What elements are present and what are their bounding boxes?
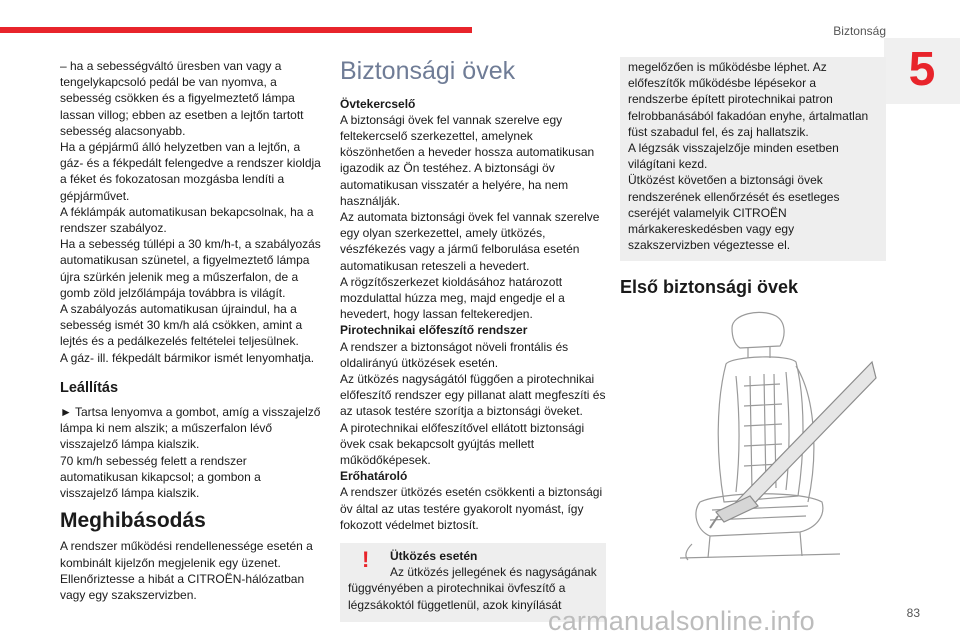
paragraph: Ha a gépjármű álló helyzetben van a lejtőn, a gáz- és a fékpedált felengedve a rendszer kioldja a féket és fokozatosan mozgásba lendíti a gépjárművet. [60, 140, 321, 203]
subheading-erohatarolo: Erőhatároló [340, 469, 408, 484]
seat-belt-illustration-icon [640, 306, 880, 566]
paragraph: A rendszer a biztonságot növeli frontális és oldalirányú ütközések esetén. [340, 339, 569, 370]
paragraph: Az ütközés nagyságától függően a pirotechnikai előfeszítő rendszer egy pillanat alatt megfeszíti és az utasok testére szorítja a biztonsági öveket. [340, 371, 606, 419]
heading-leallitas: Leállítás [60, 379, 119, 396]
chapter-number: 5 [908, 43, 936, 96]
paragraph: A féklámpák automatikusan bekapcsolnak, ha a rendszer szabályoz. [60, 204, 314, 236]
paragraph: – ha a sebességváltó üresben van vagy a tengelykapcsoló pedál be van nyomva, a sebesség csökken és a figyelmeztető lámpa lassan villog; ebben az esetben a lejtőn tartott sebesség alacsonyabb. [60, 59, 304, 138]
page-title: Biztonsági övek [340, 57, 516, 85]
watermark: carmanualsonline.info [548, 606, 815, 636]
chapter-tab [884, 38, 960, 104]
paragraph: Ha a sebesség túllépi a 30 km/h-t, a szabályozás automatikusan szünetel, a figyelmeztető lámpa újra szürkén jelenik meg a műszerfalon, de a gomb zöld jelzőlámpája továbbra is világít. [60, 237, 321, 300]
column-right [620, 58, 886, 570]
section-title: Biztonság [833, 24, 886, 38]
column-left [60, 58, 322, 603]
paragraph: A rendszer működési rendellenessége esetén a kombinált kijelzőn megjelenik egy üzenet. [60, 539, 313, 570]
paragraph: Ütközést követően a biztonsági övek rendszerének ellenőrzését és esetleges cseréjét valamelyik CITROËN márkakereskedésben vagy egy szakszervizben végeztesse el. [628, 173, 840, 253]
column-middle [340, 58, 606, 622]
heading-front-seatbelts: Első biztonsági övek [620, 277, 799, 298]
paragraph: ► Tartsa lenyomva a gombot, amíg a visszajelző lámpa ki nem alszik; a műszerfalon lévő visszajelző lámpa kialszik. [60, 405, 321, 452]
paragraph: A szabályozás automatikusan újraindul, ha a sebesség ismét 30 km/h alá csökken, amint a lejtés és a pedálkezelés feltételei teljesülnek. [60, 302, 303, 349]
paragraph: A légzsák visszajelzője minden esetben világítani kezd. [628, 141, 839, 172]
warning-exclamation-icon: ! [362, 546, 370, 572]
paragraph: Az automata biztonsági övek fel vannak szerelve egy olyan szerkezettel, amely ütközés, vészfékezés vagy a jármű felborulása esetén automatikusan reteszeli a hevedert. [340, 209, 600, 273]
heading-meghibasodas: Meghibásodás [60, 509, 206, 533]
paragraph: A pirotechnikai előfeszítővel ellátott biztonsági övek csak bekapcsolt gyújtás mellett működőképesek. [340, 420, 585, 467]
warning-box-continued [620, 57, 886, 261]
paragraph: megelőzően is működésbe léphet. Az előfeszítők működésbe lépésekor a rendszerbe épített pirotechnikai patron felrobbanásából fakadóan enyhe, ártalmatlan füst szabadul fel, és zaj hallatszik. [628, 60, 869, 139]
warning-text-rest: függvényében a pirotechnikai övfeszítő a légzsákoktól függetlenül, azok kinyílását [348, 581, 566, 612]
paragraph: A gáz- ill. fékpedált bármikor ismét lenyomhatja. [60, 350, 315, 365]
warning-title: Ütközés esetén [390, 548, 478, 563]
paragraph: A biztonsági övek fel vannak szerelve egy feltekercselő szerkezettel, amelynek köszönhetően a heveder hossza automatikusan igazodik az Ön testéhez. A biztonsági öv automatikusan visszatér a helyére, ha nem használják. [340, 112, 595, 208]
paragraph: 70 km/h sebesség felett a rendszer automatikusan kikapcsol; a gombon a visszajelző lámpa kialszik. [60, 453, 261, 501]
subheading-pirotechnikai: Pirotechnikai előfeszítő rendszer [340, 323, 528, 338]
page-number: 83 [906, 606, 920, 620]
subheading-ovtekercselo: Övtekercselő [340, 96, 416, 111]
top-accent-bar [0, 27, 472, 33]
paragraph: Ellenőriztesse a hibát a CITROËN-hálózatban vagy egy szakszervizben. [60, 571, 305, 603]
paragraph: A rögzítőszerkezet kioldásához határozott mozdulattal húzza meg, majd engedje el a hevedert, hogy lassan feltekeredjen. [340, 274, 565, 322]
paragraph: A rendszer ütközés esetén csökkenti a biztonsági öv által az utas testére gyakorolt nyomást, így fokozott védelmet biztosít. [340, 485, 603, 532]
warning-text-first: Az ütközés jellegének és nagyságának [390, 565, 597, 580]
